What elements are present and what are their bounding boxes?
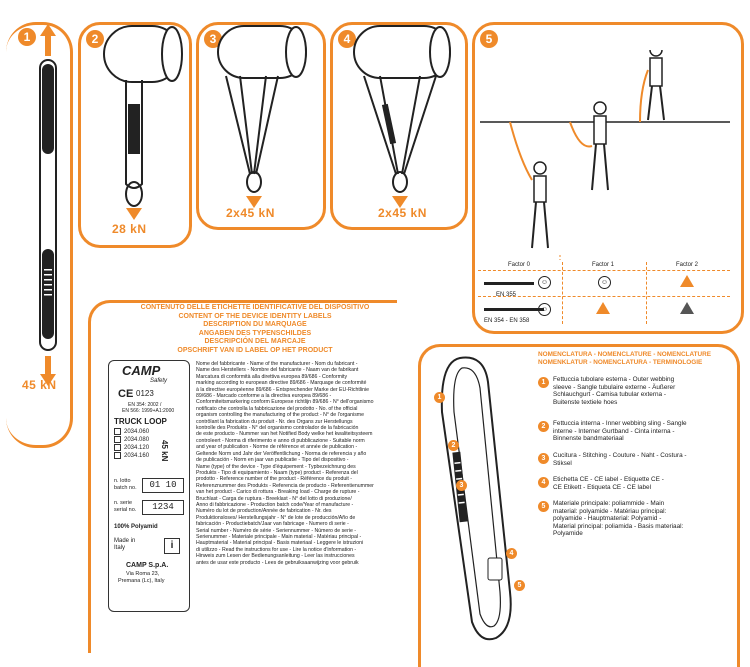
nomenclature-item-3: 3 Cucitura - Stitching - Couture - Naht - Costura - Stiksel xyxy=(538,452,734,467)
label-company: CAMP S.p.A. xyxy=(126,562,169,569)
step2-illustration xyxy=(96,24,186,234)
diagram-callout-5: 5 xyxy=(514,580,525,591)
nomenclature-item-5: 5 Materiale principale: poliammide - Main material: polyamide - Matériau principal: polyamide - Hauptmaterial: Polyamid - Material principal: poliamida - Basis materiaal: Polyamide xyxy=(538,500,734,538)
ok-face-icon: ☺ xyxy=(538,303,551,316)
step2-force: 28 kN xyxy=(112,222,147,236)
labels-titles: CONTENUTO DELLE ETICHETTE IDENTIFICATIVE DEL DISPOSITIVO CONTENT OF THE DEVICE IDENTITY LABELS DESCRIPTION DU MARQUAGE ANGABEN DES TYPENSCHILDES DESCRIPCIÓN DEL MARCAJE OPSCHRIFT VAN ID LABEL OP HET PRODUCT xyxy=(140,304,370,354)
label-serie-label-2: serial no. xyxy=(114,507,137,513)
en355-label: EN 355 xyxy=(496,292,517,298)
label-code-4: 2034.160 xyxy=(114,452,149,460)
fall-factor-table xyxy=(478,262,730,324)
nomenclature-item-2: 2 Fettuccia interna - Inner webbing sling - Sangle interne - Interner Gurtband - Cinta interna - Binnenste bandmateriaal xyxy=(538,420,734,443)
label-norm-2: EN 566: 1999+A1:2000 xyxy=(122,408,175,414)
label-code-3: 2034.120 xyxy=(114,444,149,452)
ok-face-icon: ☺ xyxy=(538,276,551,289)
sling-short-icon xyxy=(484,282,534,285)
label-address-2: Premana (Lc), Italy xyxy=(118,578,165,584)
label-force: 45 kN xyxy=(160,440,169,462)
sling-diagram xyxy=(432,352,542,648)
label-ce-number: 0123 xyxy=(136,389,154,398)
step1-force: 45 kN xyxy=(22,378,57,392)
label-made-2: Italy xyxy=(114,545,126,551)
diagram-callout-2: 2 xyxy=(448,440,459,451)
label-made-1: Made in xyxy=(114,538,136,544)
en354-358-label: EN 354 - EN 358 xyxy=(484,318,530,324)
label-serie-label-1: n. serie xyxy=(114,500,133,506)
labels-description: Nome del fabbricante - Name of the manufacturer - Nom du fabricant - Name des Herstellers - Nombre del fabricante - Naam van de fabrikant Marcatura di conformità alla direttiva europea 89/686 - Conformity marking according to european directive 89/686 - Marquage de conformité à la directive européenne 89/686 - Entsprechender Marke der EU-Richtlinie 89/686 - Marcado conforme a la directiva europea 89/686 - Conformiteitsmarkering conform Europese richtlijn 89/686 - N° dell'organismo notificato che controlla la fabbricazione del prodotto - No. of the official organism controlling the manufacturing of the product - N° de l'organisme contrôlant la fabrication du produit - Nr. des Organs zur Herstellungs kontrolle des Produkts - N° del organismo controlador de la fabricación de este producto - Nummer van het Notified Body welke het kwaliteitsysteem controleert - Norma di riferimento e anno di pubblicazione - Suitable norm and year of publication - Norme de référence et année de publication - Geltende Norm und Jahr der Veröffentlichung - Norma de referencia y año de publicación - Norm en jaar van publicatie - Tipo del dispositivo - Name (type) of the device - Type d'équipement - Typbezeichnung des Produkts - Tipo di equipamiento - Naam (type) product - Referenza del prodotto - Reference number of the product - Référence du produit - Referenznummer des Produkts - Referencia de producto - Referentienummer van het product - Carico di rottura - Breaking load - Charge de rupture - Bruchlast - Carga de ruptura - Breeklast - N° del lotto di produzione/ Anno di fabbricazione - Production batch code/Year of manufacture - Numéro du lot de production/Année de fabrication - Nr. des Produktionsloses/ Herstellungsjahr - N° de lote de producción/Año de fabricación - Productiebatch/Jaar van fabricage - Numero di serie - Serial number - Numéro de série - Seriennummer - Número de serie - Serienummer - Materiale principale - Main material - Matériau principal - Hauptmaterial - Material principal - Basis materiaal - Leggere le istruzioni di utilizzo - Read the instructions for use - Lire la notice d'information - Hinweis zum Lesen der Bedienungsanleitung - Leer las instrucciones antes de usar este producto - Lees de gebruiksaanwijzing voor gebruik xyxy=(196,361,374,566)
label-brand-sub: Safety xyxy=(150,378,168,384)
label-address-1: Via Roma 23, xyxy=(126,571,160,577)
step3-number: 3 xyxy=(204,30,222,48)
step2-number: 2 xyxy=(86,30,104,48)
fall-factor-illustration xyxy=(480,50,730,260)
warning-icon xyxy=(680,275,694,287)
step4-number: 4 xyxy=(338,30,356,48)
step1-number: 1 xyxy=(18,28,36,46)
nomenclature-titles: NOMENCLATURA - NOMENCLATURE - NOMENCLATURE NOMENKLATUR - NOMENCLATURA - TERMINOLOGIE xyxy=(538,351,712,366)
label-lot-value: 01 10 xyxy=(142,478,184,493)
danger-icon xyxy=(680,302,694,314)
diagram-callout-1: 1 xyxy=(434,392,445,403)
nomenclature-item-1: 1 Fettuccia tubolare esterna - Outer webbing sleeve - Sangle tubulaire externe - Äußerer Schlauchgurt - Camisa tubular externa - Buitenste textiele hoes xyxy=(538,376,734,406)
step5-number: 5 xyxy=(480,30,498,48)
label-material: 100% Polyamid xyxy=(114,524,158,530)
label-code-2: 2034.080 xyxy=(114,436,149,444)
diagram-callout-4: 4 xyxy=(506,548,517,559)
instructions-book-icon: i xyxy=(164,538,180,554)
step4-illustration xyxy=(350,24,458,214)
step1-illustration xyxy=(24,24,74,404)
factor1-label: Factor 1 xyxy=(592,262,615,268)
label-lot-label-1: n. lotto xyxy=(114,478,131,484)
label-code-1: 2034.060 xyxy=(114,428,149,436)
nomenclature-item-4: 4 Etichetta CE - CE label - Etiquette CE - CE Etikett - Etiqueta CE - CE label xyxy=(538,476,734,491)
sling-long-icon xyxy=(484,308,544,311)
label-product: TRUCK LOOP xyxy=(114,417,167,426)
factor2-label: Factor 2 xyxy=(676,262,699,268)
label-brand: CAMP xyxy=(122,363,161,378)
factor0-label: Factor 0 xyxy=(508,262,531,268)
label-ce: CE xyxy=(118,388,134,400)
label-norm-1: EN 354: 2002 / xyxy=(128,402,162,408)
label-serie-value: 1234 xyxy=(142,500,184,515)
step4-force: 2x45 kN xyxy=(378,206,427,220)
diagram-callout-3: 3 xyxy=(456,480,467,491)
warning-icon xyxy=(596,302,610,314)
step3-illustration xyxy=(214,24,314,214)
ok-face-icon: ☺ xyxy=(598,276,611,289)
step3-force: 2x45 kN xyxy=(226,206,275,220)
label-lot-label-2: batch no. xyxy=(114,485,137,491)
